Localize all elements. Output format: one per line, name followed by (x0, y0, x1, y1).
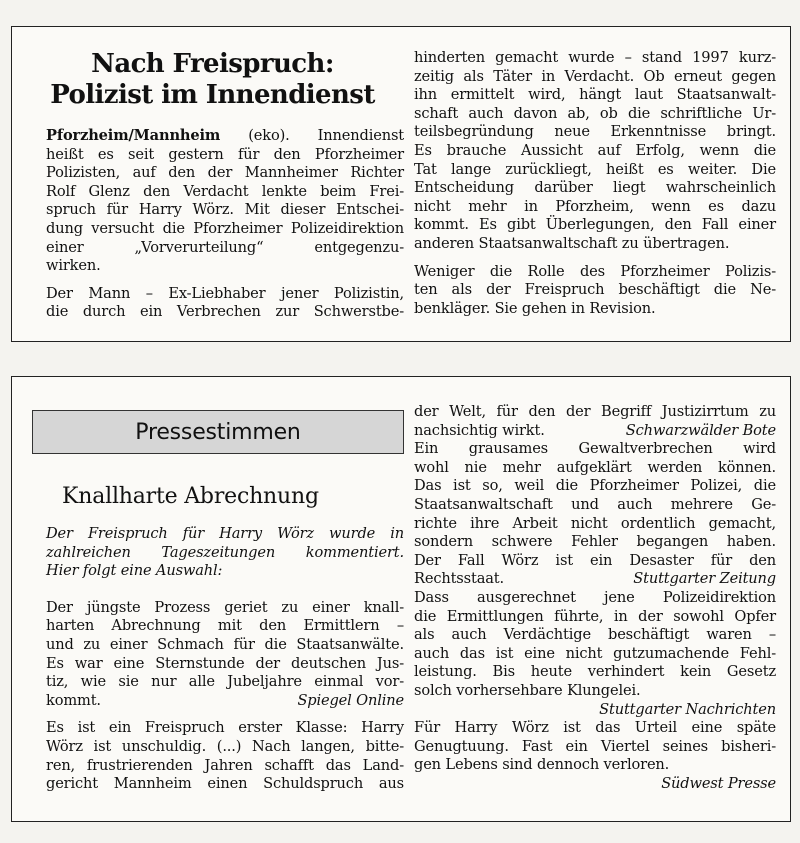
text-line: Für Harry Wörz ist das Urteil eine späte (414, 719, 776, 737)
text-line: wohl nie mehr aufgeklärt werden können. (414, 458, 776, 476)
text-line: leistung. Bis heute verhindert kein Gesetz (414, 663, 776, 681)
text-line-content: Rechtsstaat. (414, 570, 505, 588)
text-line: richte ihre Arbeit nicht ordentlich gemacht, (414, 514, 776, 532)
text-line: die durch ein Verbrechen zur Schwerstbe- (46, 303, 404, 321)
text-line: Der Mann – Ex-Liebhaber jener Polizistin, (46, 284, 404, 302)
text-line: dung versucht die Pforzheimer Polizeidirektion (46, 219, 404, 237)
article-nach-freispruch (11, 26, 791, 342)
text-line: ten als der Freispruch beschäftigt die Ne- (414, 281, 776, 299)
text-line: wirken. (46, 257, 101, 275)
article-column-left (46, 127, 404, 322)
text-line: Weniger die Rolle des Pforzheimer Polizis- (414, 262, 776, 280)
text-line: Der Freispruch für Harry Wörz wurde in (46, 525, 404, 542)
text-line: Der jüngste Prozess geriet zu einer knall- (46, 598, 404, 616)
paragraph-gap (414, 254, 776, 263)
text-line: Tat lange zurückliegt, heißt es weiter. Die (414, 160, 776, 178)
text-line: Wörz ist unschuldig. (...) Nach langen, bitte- (46, 737, 404, 755)
text-line: Es brauche Aussicht auf Erfolg, wenn die (414, 141, 776, 159)
text-line: zeitig als Täter in Verdacht. Ob erneut gegen (414, 67, 776, 85)
text-line: gen Lebens sind dennoch verloren. (414, 756, 670, 774)
text-line: solch vorhersehbare Klungelei. (414, 681, 641, 699)
text-line-content: (eko). Innendienst (220, 127, 404, 144)
source-credit: Südwest Presse (661, 774, 776, 792)
text-line: einer „Vorverurteilung“ entgegenzu- (46, 238, 404, 256)
paragraph-gap (46, 581, 404, 590)
text-line (46, 127, 404, 146)
text-line: Es war eine Sternstunde der deutschen Jus- (46, 654, 404, 672)
text-line: gericht Mannheim einen Schuldspruch aus (46, 775, 404, 793)
text-line: die Ermittlungen führte, in der sowohl Opfer (414, 607, 776, 625)
text-line: benkläger. Sie gehen in Revision. (414, 299, 656, 317)
dateline: Pforzheim/Mannheim (46, 127, 221, 144)
source-credit: Spiegel Online (297, 691, 404, 709)
text-line: als auch Verdächtige beschäftigt waren – (414, 626, 776, 644)
paragraph-gap (46, 590, 404, 599)
text-line-content: nachsichtig wirkt. (414, 421, 545, 439)
headline-line: Polizist im Innendienst (50, 80, 375, 110)
text-line: tiz, wie sie nur alle Jubeljahre einmal vor- (46, 673, 404, 691)
paragraph-gap (46, 710, 404, 719)
paragraph-gap (46, 276, 404, 285)
text-line (414, 570, 776, 589)
text-line: Staatsanwaltschaft und auch mehrere Ge- (414, 495, 776, 513)
text-line: Ein grausames Gewaltverbrechen wird (414, 440, 776, 458)
headline: Knallharte Abrechnung (62, 484, 319, 509)
text-line: nicht mehr in Pforzheim, wenn es dazu (414, 197, 776, 215)
text-line: Es ist ein Freispruch erster Klasse: Harry (46, 719, 404, 737)
article-column-right (414, 49, 776, 318)
text-line: Entscheidung darüber liegt wahrscheinlich (414, 179, 776, 197)
text-line: Das ist so, weil die Pforzheimer Polizei, die (414, 477, 776, 495)
text-line (414, 422, 776, 441)
headline-line: Nach Freispruch: (91, 49, 334, 79)
text-line: auch das ist eine nicht gutzumachende Fehl- (414, 644, 776, 662)
text-line: harten Abrechnung mit den Ermittlern – (46, 617, 404, 635)
text-line: Dass ausgerechnet jene Polizeidirektion (414, 588, 776, 606)
text-line: sondern schwere Fehler begangen haben. (414, 533, 776, 551)
text-line (46, 692, 404, 711)
source-credit: Stuttgarter Nachrichten (599, 700, 776, 718)
text-line: anderen Staatsanwaltschaft zu übertragen. (414, 234, 730, 252)
text-line: Polizisten, auf den der Mannheimer Richter (46, 164, 404, 182)
article-column-left (46, 525, 404, 794)
text-line: schaft auch davon ab, ob die schriftliche Ur- (414, 104, 776, 122)
section-banner-label: Pressestimmen (135, 419, 301, 445)
text-line: ren, frustrierenden Jahren schafft das Land- (46, 756, 404, 774)
text-line: der Welt, für den der Begriff Justizirrtum zu (414, 403, 776, 420)
text-line: heißt es seit gestern für den Pforzheimer (46, 145, 404, 163)
section-banner (32, 410, 404, 454)
text-line: teilsbegründung neue Erkenntnisse bringt. (414, 123, 776, 141)
text-line: Rolf Glenz den Verdacht lenkte beim Frei- (46, 182, 404, 200)
text-line: zahlreichen Tageszeitungen kommentiert. (46, 543, 404, 561)
text-line-content: kommt. (46, 691, 101, 709)
text-line: Genugtuung. Fast ein Viertel seines bisheri- (414, 737, 776, 755)
source-credit: Stuttgarter Zeitung (633, 570, 776, 588)
text-line: Hier folgt eine Auswahl: (46, 562, 223, 580)
text-line: Der Fall Wörz ist ein Desaster für den (414, 551, 776, 569)
text-line: und zu einer Schmach für die Staatsanwälte. (46, 635, 404, 653)
text-line: spruch für Harry Wörz. Mit dieser Entschei- (46, 201, 404, 219)
source-credit: Schwarzwälder Bote (625, 421, 776, 439)
text-line: ihn ermittelt wird, hängt laut Staatsanwalt- (414, 86, 776, 104)
headline (40, 49, 385, 111)
article-column-right (414, 403, 776, 793)
text-line: hinderten gemacht wurde – stand 1997 kurz- (414, 49, 776, 66)
article-pressestimmen (11, 376, 791, 822)
text-line: kommt. Es gibt Überlegungen, den Fall einer (414, 216, 776, 234)
